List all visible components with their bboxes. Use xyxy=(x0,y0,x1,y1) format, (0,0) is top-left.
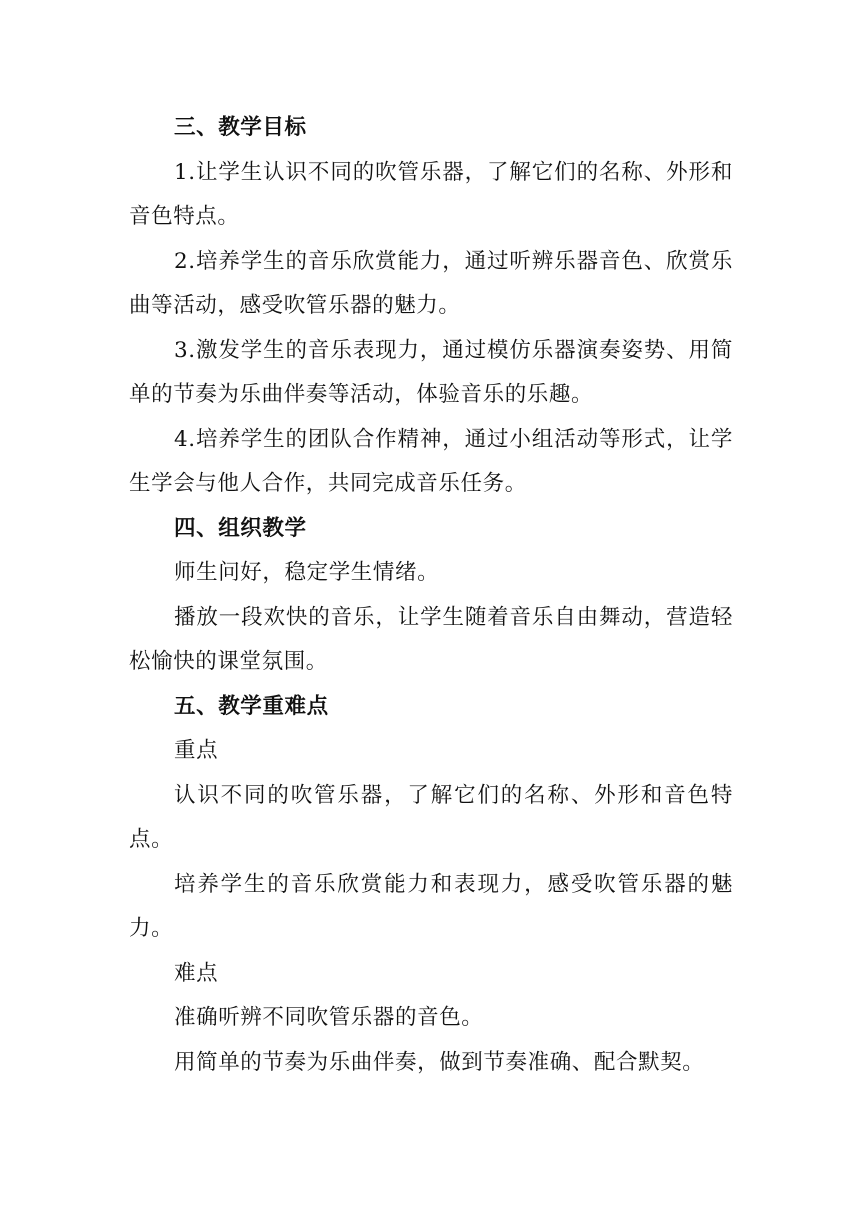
key-point-1-paragraph: 认识不同的吹管乐器，了解它们的名称、外形和音色特点。 xyxy=(129,782,733,852)
objective-1-paragraph: 1.让学生认识不同的吹管乐器，了解它们的名称、外形和音色特点。 xyxy=(129,159,733,229)
difficult-point-2-paragraph: 用简单的节奏为乐曲伴奏，做到节奏准确、配合默契。 xyxy=(174,1049,705,1075)
document-body xyxy=(129,106,733,1085)
key-points-label: 重点 xyxy=(174,738,219,763)
difficult-points-label: 难点 xyxy=(174,960,219,986)
organization-paragraph-1: 师生问好，稳定学生情绪。 xyxy=(174,560,440,585)
objective-2-paragraph: 2.培养学生的音乐欣赏能力，通过听辨乐器音色、欣赏乐曲等活动，感受吹管乐器的魅力。 xyxy=(129,248,733,318)
key-point-2-paragraph: 培养学生的音乐欣赏能力和表现力，感受吹管乐器的魅力。 xyxy=(129,871,733,941)
objective-3-paragraph: 3.激发学生的音乐表现力，通过模仿乐器演奏姿势、用简单的节奏为乐曲伴奏等活动，体验音乐的乐趣。 xyxy=(129,337,733,407)
section-heading-objectives: 三、教学目标 xyxy=(174,115,307,140)
organization-paragraph-2: 播放一段欢快的音乐，让学生随着音乐自由舞动，营造轻松愉快的课堂氛围。 xyxy=(129,604,733,674)
section-heading-key-difficult-points: 五、教学重难点 xyxy=(174,693,329,719)
section-heading-organization: 四、组织教学 xyxy=(174,515,307,541)
objective-4-paragraph: 4.培养学生的团队合作精神，通过小组活动等形式，让学生学会与他人合作，共同完成音乐任务。 xyxy=(129,426,733,496)
difficult-point-1-paragraph: 准确听辨不同吹管乐器的音色。 xyxy=(174,1005,484,1030)
